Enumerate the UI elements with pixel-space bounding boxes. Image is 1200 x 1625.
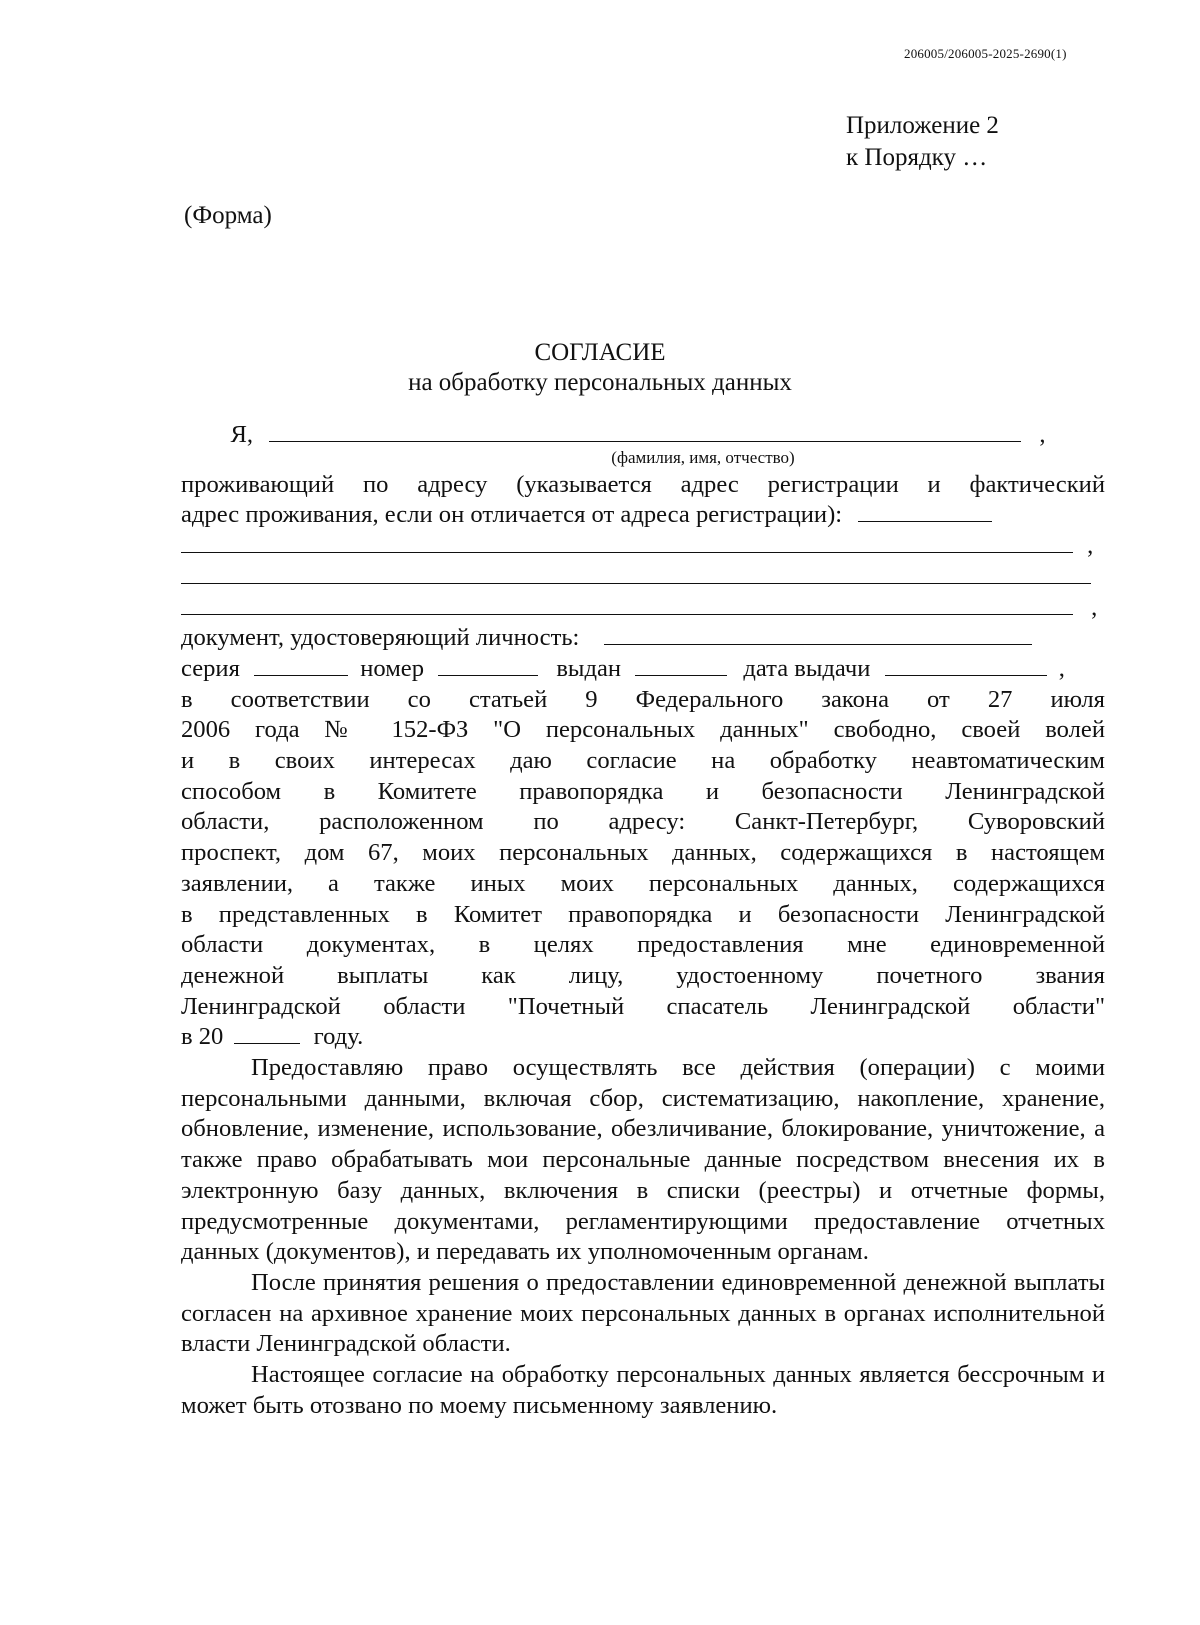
id-document-field[interactable] bbox=[604, 624, 1032, 645]
series-label: серия bbox=[181, 654, 240, 682]
document-title bbox=[0, 338, 1200, 398]
name-caption: (фамилия, имя, отчество) bbox=[611, 447, 795, 467]
address-label: адрес проживания, если он отличается от адреса регистрации): bbox=[181, 501, 843, 529]
title-main: СОГЛАСИЕ bbox=[534, 339, 666, 366]
appendix-reference bbox=[846, 110, 999, 174]
address-line-5 bbox=[181, 593, 1105, 624]
paragraph-archive: После принятия решения о предоставлении единовременной денежной выплаты согласен на архивное хранение моих персональных данных в органах исполнительной власти Ленинградской области. bbox=[181, 1268, 1105, 1358]
p1-line: Ленинградской области "Почетный спасатель Ленинградской области" bbox=[181, 992, 1105, 1020]
address-field-3[interactable] bbox=[181, 563, 1091, 584]
id-document-label: документ, удостоверяющий личность: bbox=[181, 624, 580, 652]
p1-line: и в своих интересах даю согласие на обработку неавтоматическим bbox=[181, 747, 1105, 775]
address-line-2 bbox=[181, 500, 1105, 531]
p1-line: 2006 года № 152-ФЗ "О персональных данных" свободно, своей волей bbox=[181, 716, 1105, 744]
p1-line: области, расположенном по адресу: Санкт-Петербург, Суворовский bbox=[181, 808, 1105, 836]
appendix-line-1: Приложение 2 bbox=[846, 112, 999, 139]
address-line-3 bbox=[181, 531, 1105, 562]
issue-date-field[interactable] bbox=[885, 655, 1047, 676]
p1-line: в соответствии со статьей 9 Федерального закона от 27 июля bbox=[181, 685, 1105, 713]
name-prefix: Я, bbox=[230, 421, 253, 448]
issue-date-comma: , bbox=[1058, 654, 1065, 682]
issue-date-label: дата выдачи bbox=[743, 654, 871, 682]
issued-field[interactable] bbox=[635, 655, 727, 676]
year-field[interactable] bbox=[234, 1023, 300, 1044]
issued-label: выдан bbox=[556, 654, 622, 682]
series-field[interactable] bbox=[254, 655, 348, 676]
year-line bbox=[181, 1022, 1105, 1053]
p1-line: способом в Комитете правопорядка и безопасности Ленинградской bbox=[181, 777, 1105, 805]
address-field-4[interactable] bbox=[181, 594, 1073, 615]
title-subtitle: на обработку персональных данных bbox=[408, 369, 792, 396]
name-comma: , bbox=[1039, 421, 1046, 448]
address-comma-2: , bbox=[1091, 593, 1098, 621]
paragraph-validity: Настоящее согласие на обработку персональных данных является бессрочным и может быть отозвано по моему письменному заявлению. bbox=[181, 1361, 1105, 1419]
year-prefix: в 20 bbox=[181, 1023, 224, 1051]
p1-line: проспект, дом 67, моих персональных данных, содержащихся в настоящем bbox=[181, 839, 1105, 867]
document-number: 206005/206005-2025-2690(1) bbox=[904, 46, 1067, 61]
address-line-4 bbox=[181, 562, 1105, 593]
form-label: (Форма) bbox=[184, 202, 272, 229]
id-document-line bbox=[181, 623, 1105, 654]
name-field[interactable] bbox=[269, 421, 1021, 442]
number-field[interactable] bbox=[438, 655, 538, 676]
name-line bbox=[181, 420, 1105, 451]
address-field-1[interactable] bbox=[858, 501, 992, 522]
appendix-line-2: к Порядку … bbox=[846, 144, 988, 171]
consent-body bbox=[181, 420, 1105, 1422]
paragraph-rights: Предоставляю право осуществлять все действия (операции) с моими персональными данными, включая сбор, систематизацию, накопление, хранение, обновление, изменение, использование, обезличивание, блокирование, уничтожение, а также право обрабатывать мои персональные данные посредством внесения их в электронную базу данных, включения в списки (реестры) и отчетные формы, предусмотренные документами, регламентирующими предоставление отчетных данных (документов), и передавать их уполномоченным органам. bbox=[181, 1054, 1105, 1266]
p1-line: в представленных в Комитет правопорядка и безопасности Ленинградской bbox=[181, 900, 1105, 928]
address-comma-1: , bbox=[1087, 532, 1094, 560]
address-field-2[interactable] bbox=[181, 532, 1073, 553]
address-line-1: проживающий по адресу (указывается адрес регистрации и фактический bbox=[181, 470, 1105, 498]
passport-details-line bbox=[181, 654, 1105, 685]
number-label: номер bbox=[360, 654, 424, 682]
p1-line: заявлении, а также иных моих персональных данных, содержащихся bbox=[181, 869, 1105, 897]
p1-line: денежной выплаты как лицу, удостоенному почетного звания bbox=[181, 961, 1105, 989]
p1-line: области документах, в целях предоставления мне единовременной bbox=[181, 931, 1105, 959]
year-suffix: году. bbox=[313, 1023, 364, 1051]
